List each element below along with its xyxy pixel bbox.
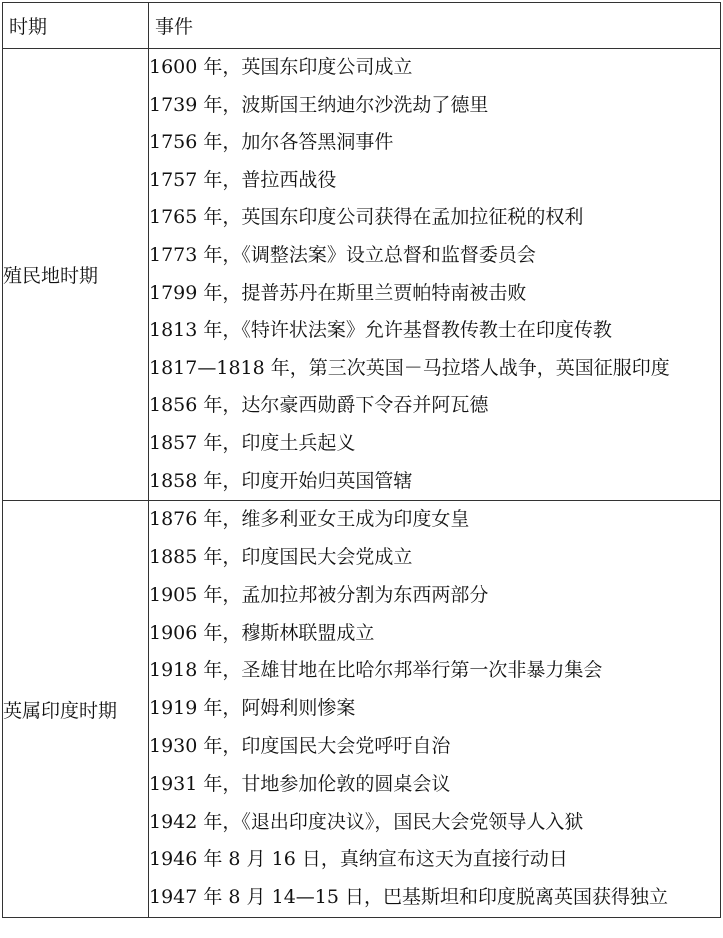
event-item: 1799 年，提普苏丹在斯里兰贾帕特南被击败: [149, 281, 527, 304]
event-item: 1918 年，圣雄甘地在比哈尔邦举行第一次非暴力集会: [149, 659, 603, 682]
period-name-british-raj: 英属印度时期: [3, 501, 149, 918]
header-period: 时期: [3, 3, 149, 49]
event-item: 1942 年，《退出印度决议》，国民大会党领导人入狱: [149, 810, 584, 833]
event-item: 1947 年 8 月 14—15 日，巴基斯坦和印度脱离英国获得独立: [149, 886, 668, 909]
event-item: 1756 年，加尔各答黑洞事件: [149, 131, 394, 154]
header-events: 事件: [149, 3, 721, 49]
event-item: 1856 年，达尔豪西勋爵下令吞并阿瓦德: [149, 394, 489, 417]
event-item: 1876 年，维多利亚女王成为印度女皇: [149, 508, 470, 531]
timeline-table: [2, 2, 721, 918]
event-item: 1600 年，英国东印度公司成立: [149, 56, 413, 78]
period-name-colonial: 殖民地时期: [3, 49, 149, 501]
event-item: 1930 年，印度国民大会党呼吁自治: [149, 734, 451, 757]
event-item: 1817—1818 年，第三次英国－马拉塔人战争，英国征服印度: [149, 356, 670, 379]
event-item: 1906 年，穆斯林联盟成立: [149, 621, 375, 644]
event-item: 1919 年，阿姆利则惨案: [149, 697, 356, 720]
events-british-raj: [149, 501, 721, 918]
event-item: 1773 年，《调整法案》设立总督和监督委员会: [149, 243, 536, 266]
event-item: 1931 年，甘地参加伦敦的圆桌会议: [149, 772, 451, 795]
event-item: 1765 年，英国东印度公司获得在孟加拉征税的权利: [149, 206, 584, 229]
period-row-colonial: [3, 49, 721, 501]
event-item: 1858 年，印度开始归英国管辖: [149, 469, 413, 492]
period-row-british-raj: [3, 501, 721, 918]
event-item: 1905 年，孟加拉邦被分割为东西两部分: [149, 583, 489, 606]
events-colonial: [149, 49, 721, 501]
event-item: 1813 年，《特许状法案》允许基督教传教士在印度传教: [149, 319, 612, 342]
event-item: 1739 年，波斯国王纳迪尔沙洗劫了德里: [149, 93, 489, 116]
header-row: [3, 3, 721, 49]
event-item: 1885 年，印度国民大会党成立: [149, 545, 413, 568]
event-item: 1946 年 8 月 16 日，真纳宣布这天为直接行动日: [149, 848, 568, 871]
event-item: 1757 年，普拉西战役: [149, 168, 337, 191]
event-item: 1857 年，印度土兵起义: [149, 431, 356, 454]
